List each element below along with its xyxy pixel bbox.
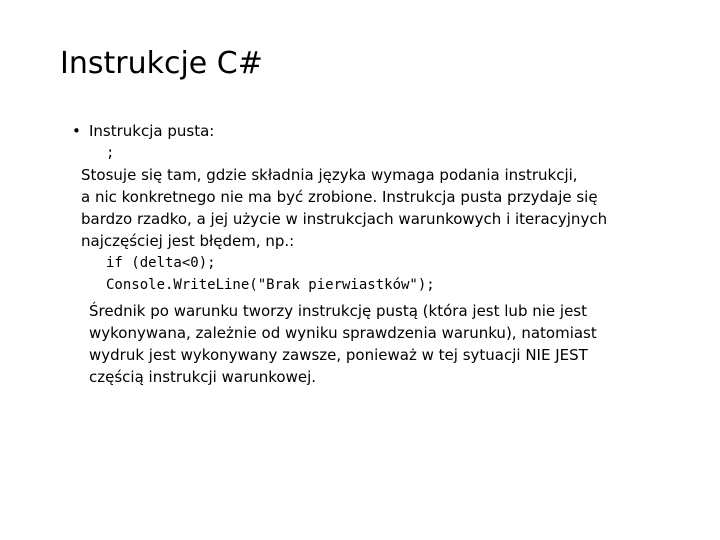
slide-content [72,120,672,388]
bullet-item [72,120,672,142]
paragraph-line: najczęściej jest błędem, np.: [81,232,295,250]
code-example [72,252,672,296]
description-paragraph [64,164,672,252]
paragraph-line: Stosuje się tam, gdzie składnia języka wymaga podania instrukcji, [81,166,578,184]
paragraph-line: częścią instrukcji warunkowej. [89,368,317,386]
code-line-writeline: Console.WriteLine("Brak pierwiastków"); [106,277,435,293]
paragraph-line: wykonywana, zależnie od wyniku sprawdzenia warunku), natomiast [89,324,597,342]
paragraph-line: Średnik po warunku tworzy instrukcję pustą (która jest lub nie jest [89,302,587,320]
paragraph-line: wydruk jest wykonywany zawsze, ponieważ w tej sytuacji NIE JEST [89,346,588,364]
bullet-icon: • [72,122,81,140]
code-line-if: if (delta<0); [106,255,216,271]
empty-statement-code: ; [106,145,115,161]
paragraph-line: a nic konkretnego nie ma być zrobione. Instrukcja pusta przydaje się [81,188,598,206]
slide-title: Instrukcje C# [60,46,263,81]
bullet-heading: Instrukcja pusta: [89,122,215,140]
explanation-paragraph [72,300,672,388]
paragraph-line: bardzo rzadko, a jej użycie w instrukcjach warunkowych i iteracyjnych [81,210,608,228]
